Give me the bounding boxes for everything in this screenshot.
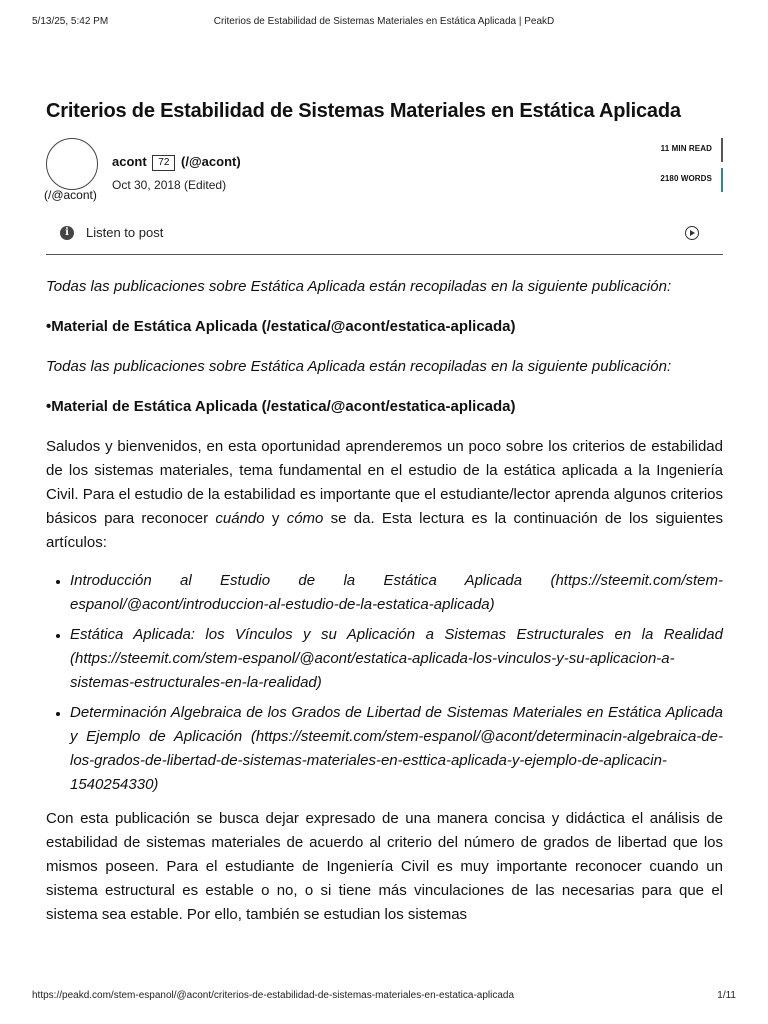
- play-circle-icon[interactable]: [685, 226, 699, 240]
- article-body: [46, 275, 723, 927]
- reference-link[interactable]: • Introducción al Estudio de la Estática Aplicada (https://steemit.com/stem-espanol/@acont/introduccion-al-estudio-de-la-estatica-aplicada): [70, 569, 723, 617]
- print-date: 5/13/25, 5:42 PM: [32, 16, 109, 27]
- avatar-handle-link[interactable]: (/@acont): [44, 188, 97, 202]
- avatar[interactable]: [46, 138, 98, 190]
- author-block: [46, 138, 723, 216]
- listen-to-post-label[interactable]: Listen to post: [86, 225, 164, 240]
- word-count: 2180 WORDS: [660, 168, 723, 192]
- article: [46, 98, 723, 927]
- article-title: Criterios de Estabilidad de Sistemas Materiales en Estática Aplicada: [46, 100, 681, 122]
- emphasis-cuando: cuándo: [215, 510, 265, 527]
- welcome-text: y: [264, 510, 287, 527]
- reference-list: [46, 569, 723, 797]
- print-doc-title: Criterios de Estabilidad de Sistemas Materiales en Estática Aplicada | PeakD: [213, 16, 555, 27]
- print-header: [32, 16, 736, 30]
- listen-to-post-bar[interactable]: [46, 218, 723, 255]
- welcome-paragraph: [46, 435, 723, 555]
- author-name-line: [112, 154, 241, 171]
- welcome-text: se da. Esta lectura es la continuación de los siguientes artículos:: [46, 510, 723, 551]
- author-handle-link[interactable]: (/@acont): [181, 154, 241, 169]
- reputation-badge: 72: [152, 155, 175, 171]
- post-meta: [660, 138, 723, 198]
- intro-paragraph: Todas las publicaciones sobre Estática Aplicada están recopiladas en la siguiente publicación:: [46, 278, 672, 295]
- info-circle-icon: i: [60, 226, 74, 240]
- print-footer: [32, 990, 736, 1004]
- emphasis-como: cómo: [286, 510, 324, 527]
- purpose-paragraph: Con esta publicación se busca dejar expresado de una manera concisa y didáctica el análisis de estabilidad de sistemas materiales de acuerdo al criterio del número de grados de libertad que los mismos poseen. Para el estudiante de Ingeniería Civil es muy importante reconocer cuando un sistema estructural es estable o no, o si tiene más vinculaciones de las necesarias para que el sistema sea estable. Por ello, también se estudian los sistemas: [46, 810, 723, 923]
- reference-link[interactable]: • Determinación Algebraica de los Grados de Libertad de Sistemas Materiales en Estática Aplicada y Ejemplo de Aplicación (https://steemit.com/stem-espanol/@acont/determinacin-algebraica-de-los-grados-de-libertad-de-sistemas-materiales-en-esttica-aplicada-y-ejemplo-de-aplicacin-1540254330): [70, 701, 723, 797]
- welcome-text: Saludos y bienvenidos, en esta oportunidad aprenderemos un poco sobre los criterios de estabilidad de los sistemas materiales, tema fundamental en el estudio de la estática aplicada a la Ingeniería Civil. Para el estudio de la estabilidad es importante que el estudiante/lector aprenda algunos criterios básicos para reconocer: [46, 438, 723, 527]
- post-date: Oct 30, 2018 (Edited): [112, 178, 227, 192]
- read-time: 11 MIN READ: [660, 138, 723, 162]
- author-name-link[interactable]: acont: [112, 154, 147, 169]
- reference-link[interactable]: • Estática Aplicada: los Vínculos y su Aplicación a Sistemas Estructurales en la Realidad (https://steemit.com/stem-espanol/@acont/estatica-aplicada-los-vinculos-y-su-aplicacion-a-sistemas-estructurales-en-la-realidad): [70, 623, 723, 695]
- material-link[interactable]: •Material de Estática Aplicada (/estatica/@acont/estatica-aplicada): [46, 318, 516, 335]
- print-url: https://peakd.com/stem-espanol/@acont/criterios-de-estabilidad-de-sistemas-materiales-en-estatica-aplicada: [32, 990, 515, 1001]
- intro-paragraph: Todas las publicaciones sobre Estática Aplicada están recopiladas en la siguiente publicación:: [46, 358, 672, 375]
- page-number: 1/11: [717, 990, 736, 1001]
- material-link[interactable]: •Material de Estática Aplicada (/estatica/@acont/estatica-aplicada): [46, 398, 516, 415]
